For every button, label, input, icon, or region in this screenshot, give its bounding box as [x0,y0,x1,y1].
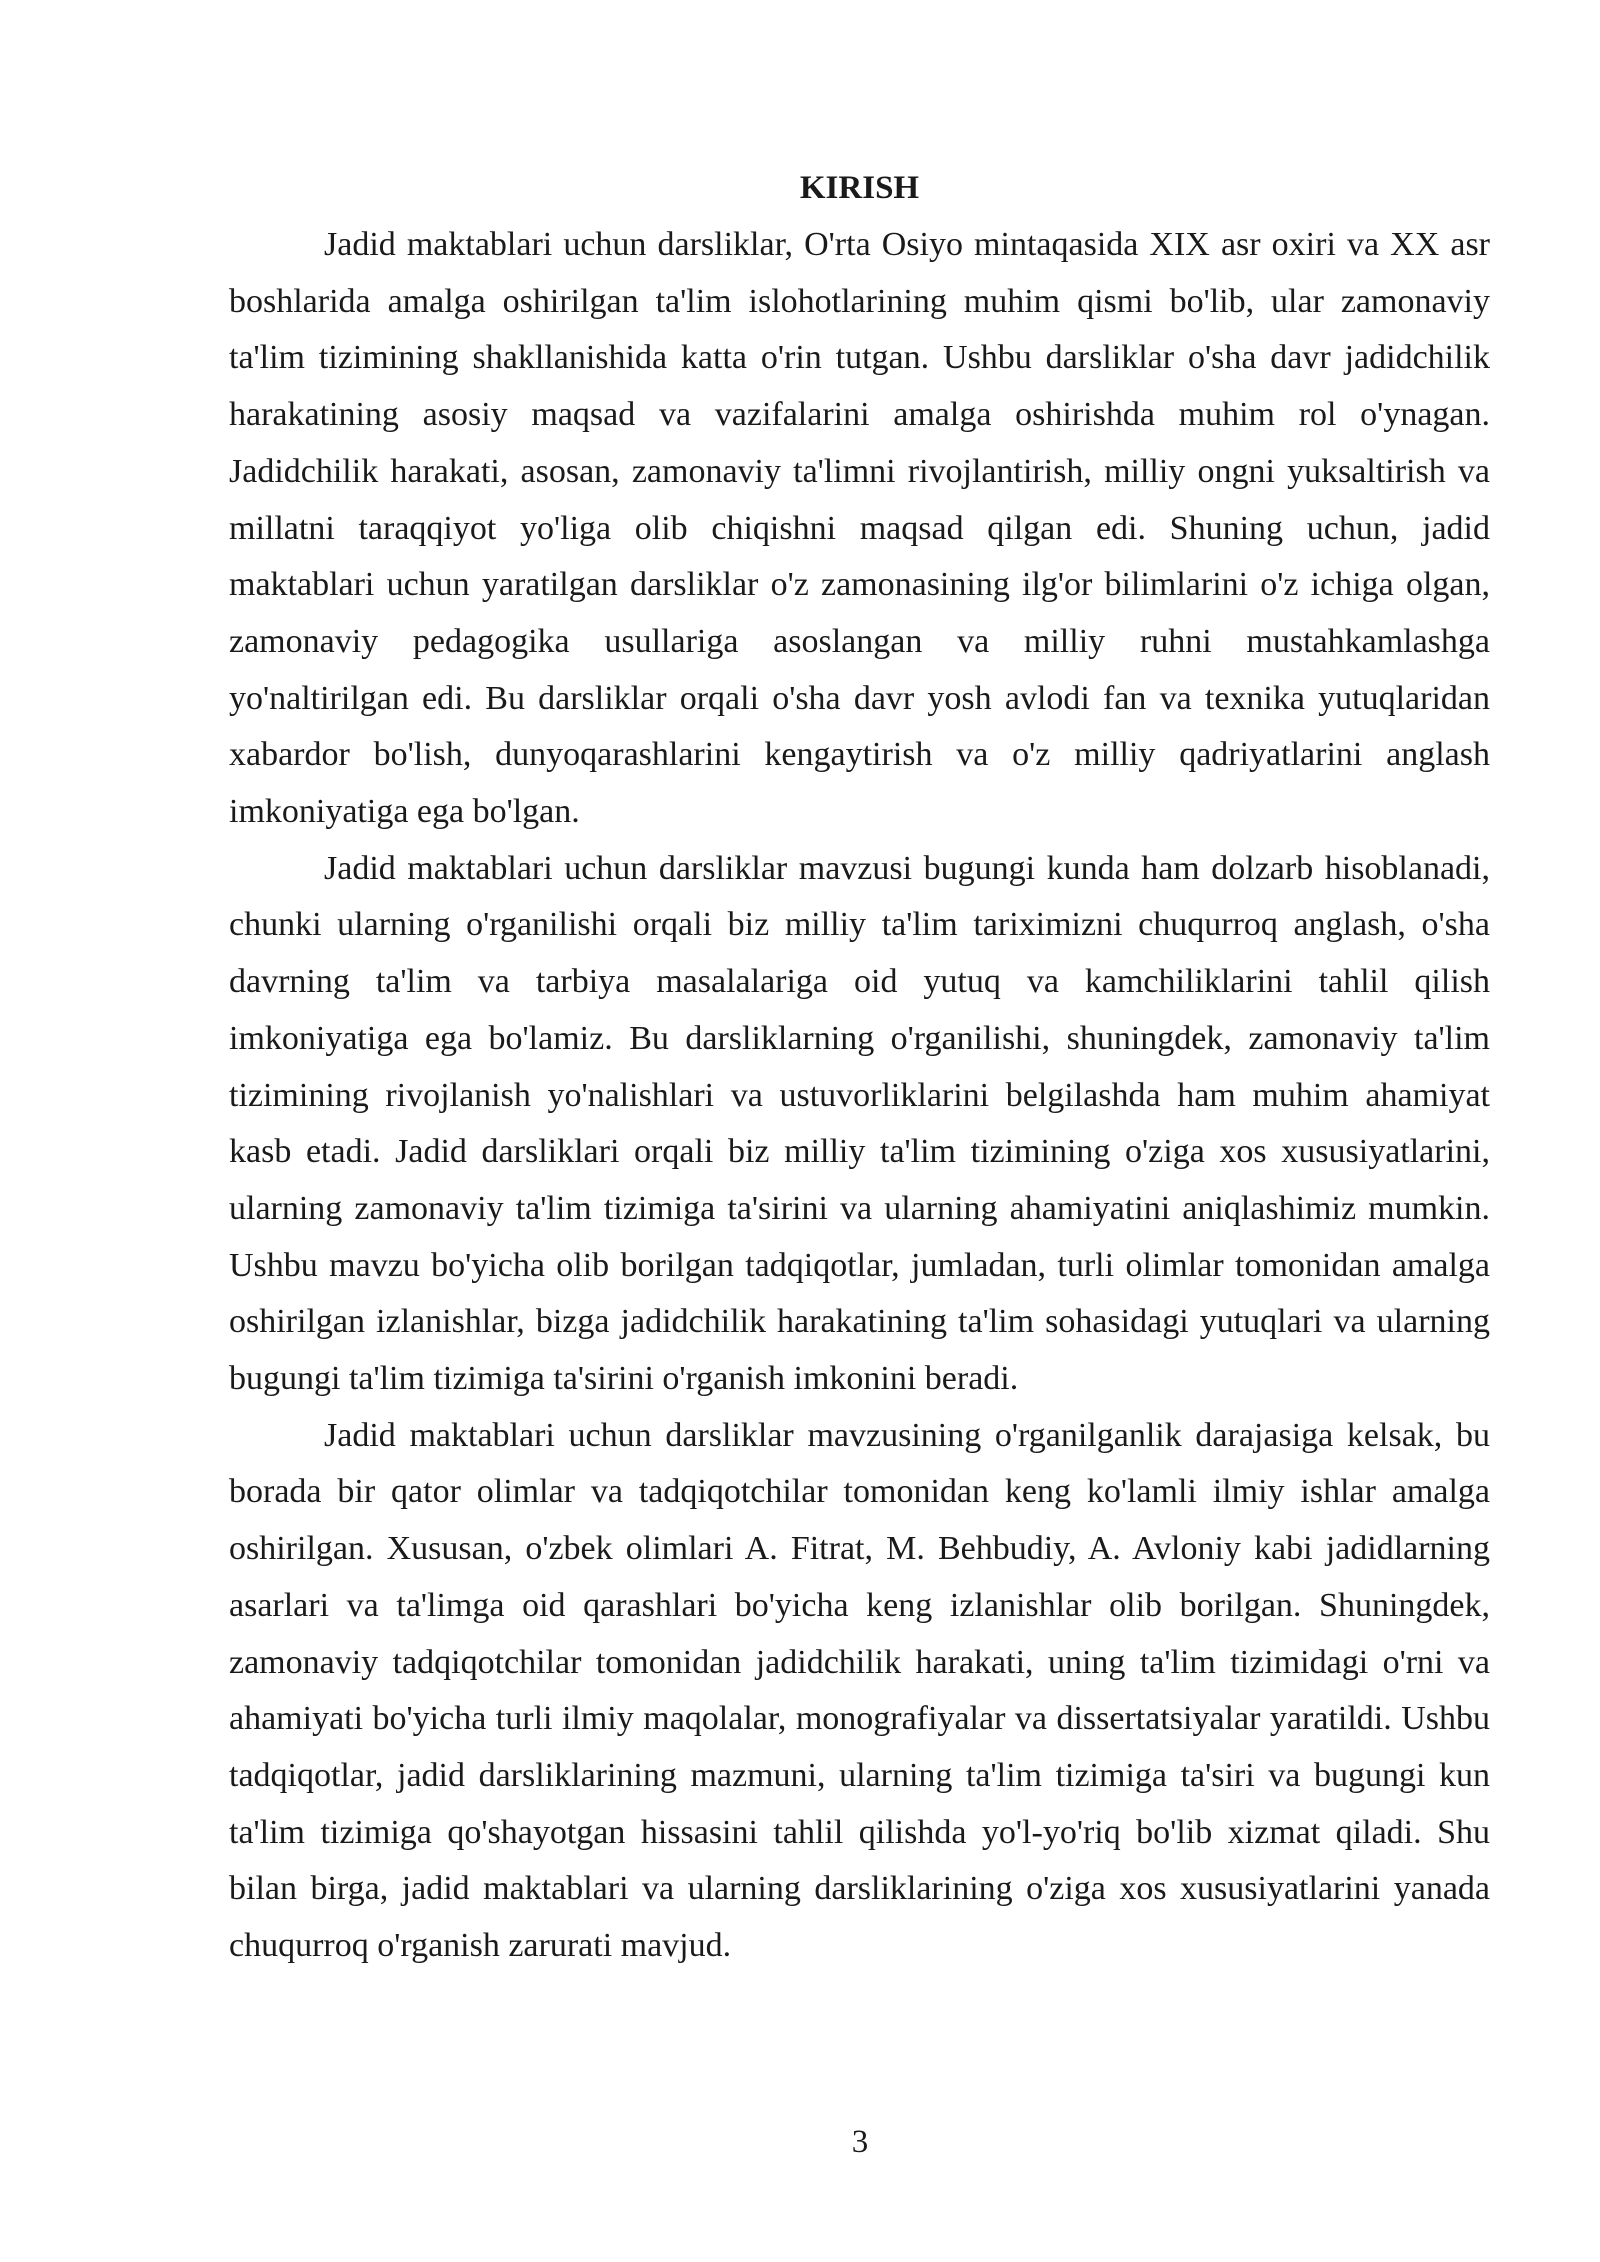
paragraph-research-status: Jadid maktablari uchun darsliklar mavzusining o'rganilganlik darajasiga kelsak, bu borada bir qator olimlar va tadqiqotchilar tomonidan keng ko'lamli ilmiy ishlar amalga oshirilgan. Xususan, o'zbek olimlari A. Fitrat, M. Behbudiy, A. Avloniy kabi jadidlarning asarlari va ta'limga oid qarashlari bo'yicha keng izlanishlar olib borilgan. Shuningdek, zamonaviy tadqiqotchilar tomonidan jadidchilik harakati, uning ta'lim tizimidagi o'rni va ahamiyati bo'yicha turli ilmiy maqolalar, monografiyalar va dissertatsiyalar yaratildi. Ushbu tadqiqotlar, jadid darsliklarining mazmuni, ularning ta'lim tizimiga ta'siri va bugungi kun ta'lim tizimiga qo'shayotgan hissasini tahlil qilishda yo'l-yo'riq bo'lib xizmat qiladi. Shu bilan birga, jadid maktablari va ularning darsliklarining o'ziga xos xususiyatlarini yanada chuqurroq o'rganish zarurati mavjud. [229,1416,1490,1965]
page-number: 3 [851,2124,869,2160]
paragraph-intro: Jadid maktablari uchun darsliklar, O'rta Osiyo mintaqasida XIX asr oxiri va XX asr boshlarida amalga oshirilgan ta'lim islohotlarining muhim qismi bo'lib, ular zamonaviy ta'lim tizimining shakllanishida katta o'rin tutgan. Ushbu darsliklar o'sha davr jadidchilik harakatining asosiy maqsad va vazifalarini amalga oshirishda muhim rol o'ynagan. Jadidchilik harakati, asosan, zamonaviy ta'limni rivojlantirish, milliy ongni yuksaltirish va millatni taraqqiyot yo'liga olib chiqishni maqsad qilgan edi. Shuning uchun, jadid maktablari uchun yaratilgan darsliklar o'z zamonasining ilg'or bilimlarini o'z ichiga olgan, zamonaviy pedagogika usullariga asoslangan va milliy ruhni mustahkamlashga yo'naltirilgan edi. Bu darsliklar orqali o'sha davr yosh avlodi fan va texnika yutuqlaridan xabardor bo'lish, dunyoqarashlarini kengaytirish va o'z milliy qadriyatlarini anglash imkoniyatiga ega bo'lgan. [229,226,1490,831]
section-title: KIRISH [799,170,920,206]
page-content [229,160,1490,1975]
paragraph-relevance: Jadid maktablari uchun darsliklar mavzusi bugungi kunda ham dolzarb hisoblanadi, chunki ularning o'rganilishi orqali biz milliy ta'lim tariximizni chuqurroq anglash, o'sha davrning ta'lim va tarbiya masalalariga oid yutuq va kamchiliklarini tahlil qilish imkoniyatiga ega bo'lamiz. Bu darsliklarning o'rganilishi, shuningdek, zamonaviy ta'lim tizimining rivojlanish yo'nalishlari va ustuvorliklarini belgilashda ham muhim ahamiyat kasb etadi. Jadid darsliklari orqali biz milliy ta'lim tizimining o'ziga xos xususiyatlarini, ularning zamonaviy ta'lim tizimiga ta'sirini va ularning ahamiyatini aniqlashimiz mumkin. Ushbu mavzu bo'yicha olib borilgan tadqiqotlar, jumladan, turli olimlar tomonidan amalga oshirilgan izlanishlar, bizga jadidchilik harakatining ta'lim sohasidagi yutuqlari va ularning bugungi ta'lim tizimiga ta'sirini o'rganish imkonini beradi. [229,849,1490,1398]
